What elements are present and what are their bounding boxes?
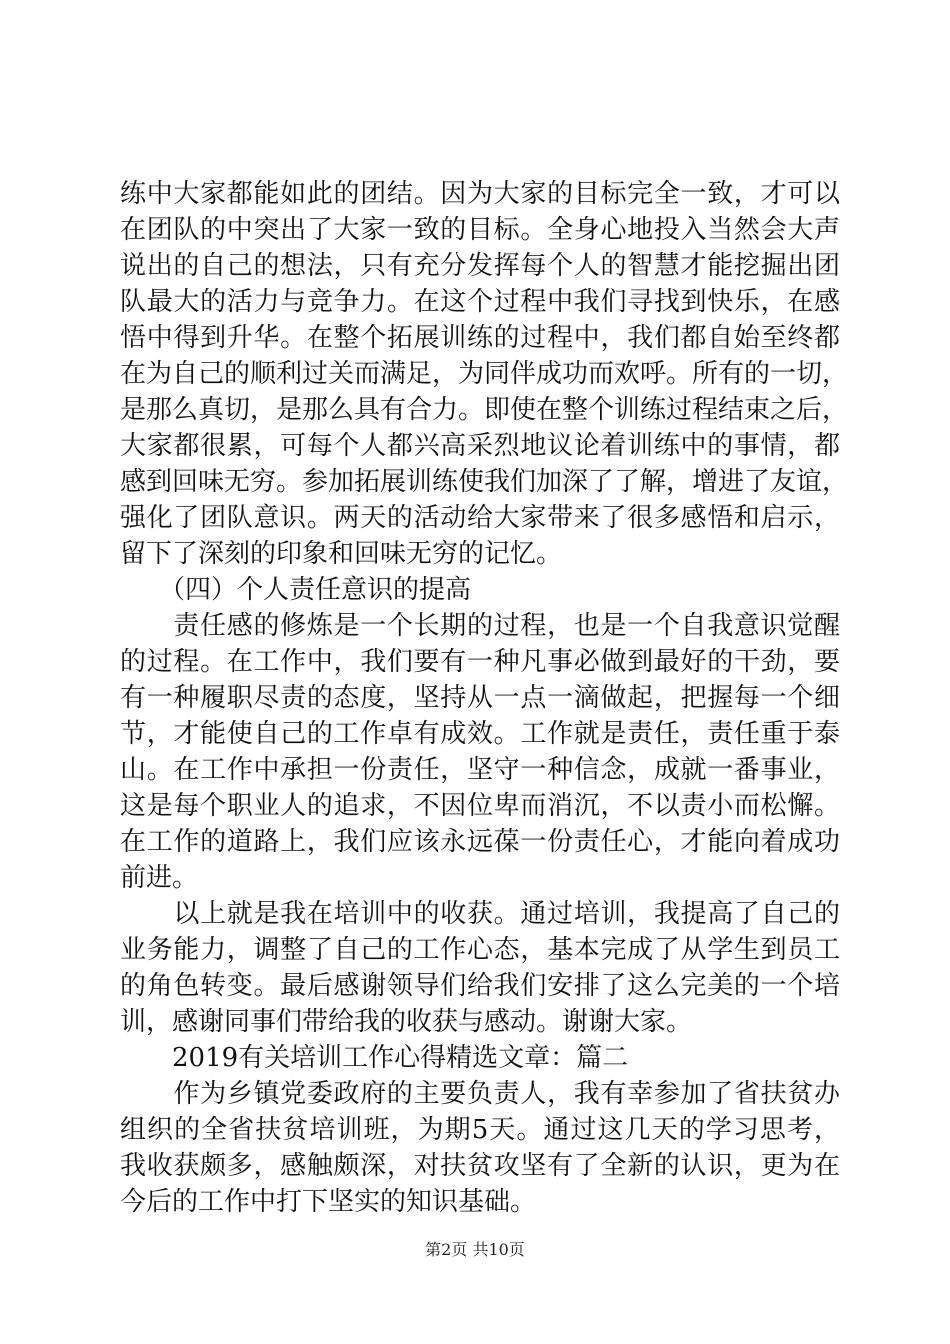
text-line: 以上就是我在培训中的收获。通过培训，我提高了自己的 xyxy=(120,899,840,929)
text-line: 我收获颇多，感触颇深，对扶贫攻坚有了全新的认识，更为在 xyxy=(120,1151,840,1181)
text-line: 说出的自己的想法，只有充分发挥每个人的智慧才能挖掘出团 xyxy=(120,251,840,281)
text-line: 作为乡镇党委政府的主要负责人，我有幸参加了省扶贫办 xyxy=(120,1079,840,1109)
text-line: 训，感谢同事们带给我的收获与感动。谢谢大家。 xyxy=(120,1007,693,1037)
text-line: 有一种履职尽责的态度，坚持从一点一滴做起，把握每一个细 xyxy=(120,683,840,713)
text-line: 强化了团队意识。两天的活动给大家带来了很多感悟和启示， xyxy=(120,503,840,533)
text-line: 今后的工作中打下坚实的知识基础。 xyxy=(120,1187,537,1217)
page-footer: 第2页 共10页 xyxy=(425,1240,525,1259)
section-heading: （四）个人责任意识的提高 xyxy=(120,575,472,605)
text-line: 的角色转变。最后感谢领导们给我们安排了这么完美的一个培 xyxy=(120,971,840,1001)
text-line: 在工作的道路上，我们应该永远葆一份责任心，才能向着成功 xyxy=(120,827,840,857)
text-line: 的过程。在工作中，我们要有一种凡事必做到最好的干劲，要 xyxy=(120,647,840,677)
text-line: 大家都很累，可每个人都兴高采烈地议论着训练中的事情，都 xyxy=(120,431,840,461)
text-line: 节，才能使自己的工作卓有成效。工作就是责任，责任重于泰 xyxy=(120,719,840,749)
text-line: 业务能力，调整了自己的工作心态，基本完成了从学生到员工 xyxy=(120,935,840,965)
text-line: 山。在工作中承担一份责任，坚守一种信念，成就一番事业， xyxy=(120,755,840,785)
text-line: 队最大的活力与竞争力。在这个过程中我们寻找到快乐，在感 xyxy=(120,287,840,317)
text-line: 这是每个职业人的追求，不因位卑而消沉，不以责小而松懈。 xyxy=(120,791,840,821)
text-line: 是那么真切，是那么具有合力。即使在整个训练过程结束之后， xyxy=(120,395,849,425)
text-line: 感到回味无穷。参加拓展训练使我们加深了了解，增进了友谊， xyxy=(120,467,849,497)
text-line: 练中大家都能如此的团结。因为大家的目标完全一致，才可以 xyxy=(120,179,840,209)
text-line: 责任感的修炼是一个长期的过程，也是一个自我意识觉醒 xyxy=(120,611,840,641)
text-line: 在团队的中突出了大家一致的目标。全身心地投入当然会大声 xyxy=(120,215,840,245)
text-line: 悟中得到升华。在整个拓展训练的过程中，我们都自始至终都 xyxy=(120,323,840,353)
text-line: 在为自己的顺利过关而满足，为同伴成功而欢呼。所有的一切， xyxy=(120,359,849,389)
section-heading: 2019有关培训工作心得精选文章：篇二 xyxy=(120,1043,629,1073)
text-line: 留下了深刻的印象和回味无穷的记忆。 xyxy=(120,539,563,569)
text-line: 组织的全省扶贫培训班，为期5天。通过这几天的学习思考， xyxy=(120,1115,840,1145)
text-line: 前进。 xyxy=(120,863,199,893)
